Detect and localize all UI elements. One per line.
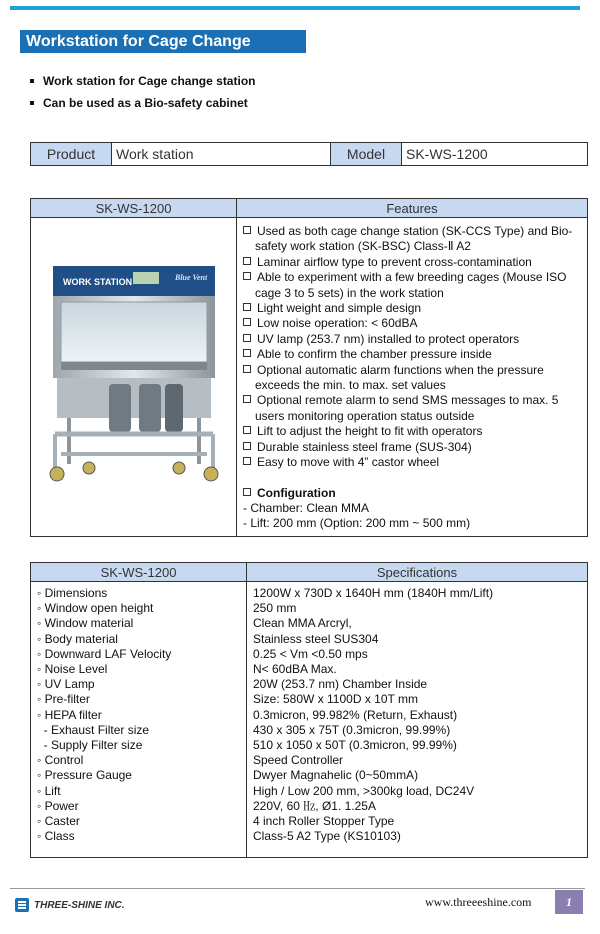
feature-text: Used as both cage change station (SK-CCS Type) and Bio-safety work station (SK-BSC) Class-Ⅱ A2	[255, 224, 573, 254]
checkbox-square-icon	[243, 395, 251, 403]
website-url: www.threeeshine.com	[425, 895, 532, 909]
feature-item	[243, 363, 581, 394]
spec-label: ◦ Power	[37, 798, 79, 813]
spec-labels-cell	[31, 582, 247, 858]
spec-label: - Supply Filter size	[37, 738, 143, 753]
feature-item	[243, 255, 581, 270]
specifications-table	[30, 562, 588, 858]
bullet-text: Work station for Cage change station	[43, 74, 256, 88]
features-cell	[237, 218, 588, 537]
feature-text: Able to confirm the chamber pressure inside	[257, 347, 492, 362]
spec-value: Dwyer Magnahelic (0~50mmA)	[253, 768, 419, 783]
feature-text: Optional remote alarm to send SMS messages to max. 5 users monitoring operation status outside	[255, 393, 559, 423]
spec-label: ◦ Pressure Gauge	[37, 768, 132, 783]
spec-value: Speed Controller	[253, 753, 344, 768]
spec-label: ◦ UV Lamp	[37, 677, 95, 692]
spec-value: 510 x 1050 x 50T (0.3micron, 99.99%)	[253, 738, 457, 753]
spec-value: 0.25 < Vm <0.50 mps	[253, 646, 368, 661]
feature-item	[243, 440, 581, 455]
checkbox-square-icon	[243, 349, 251, 357]
spec-value: Clean MMA Arcryl,	[253, 616, 352, 631]
feature-item	[243, 301, 581, 316]
feature-text: Durable stainless steel frame (SUS-304)	[257, 439, 472, 454]
model-value: SK-WS-1200	[402, 143, 588, 166]
product-label: Product	[31, 143, 112, 166]
checkbox-square-icon	[243, 334, 251, 342]
checkbox-square-icon	[243, 426, 251, 434]
spec-label: ◦ Body material	[37, 631, 118, 646]
features-list	[243, 224, 581, 471]
checkbox-square-icon	[243, 442, 251, 450]
top-accent-bar	[10, 6, 580, 10]
features-model-header: SK-WS-1200	[31, 199, 237, 218]
checkbox-square-icon	[243, 457, 251, 465]
features-header: Features	[237, 199, 588, 218]
intro-bullet-list	[30, 70, 255, 114]
feature-text: Laminar airflow type to prevent cross-contamination	[257, 254, 532, 269]
spec-label: ◦ Control	[37, 753, 84, 768]
checkbox-square-icon	[243, 272, 251, 280]
spec-value: 0.3micron, 99.982% (Return, Exhaust)	[253, 707, 458, 722]
spec-label: ◦ Downward LAF Velocity	[37, 646, 172, 661]
spec-value: Stainless steel SUS304	[253, 631, 379, 646]
product-value: Work station	[112, 143, 331, 166]
feature-text: Low noise operation: < 60dBA	[257, 316, 418, 331]
feature-item	[243, 270, 581, 301]
checkbox-square-icon	[243, 318, 251, 326]
features-table	[30, 198, 588, 537]
square-bullet-icon	[30, 79, 34, 83]
spec-values-cell	[247, 582, 588, 858]
company-logo	[14, 897, 125, 913]
specs-header: Specifications	[247, 563, 588, 582]
configuration-block	[243, 486, 581, 532]
checkbox-square-icon	[243, 303, 251, 311]
configuration-line: - Chamber: Clean MMA	[243, 500, 370, 515]
image-logo-text: Blue Vent	[174, 273, 207, 283]
feature-text: Optional automatic alarm functions when the pressure exceeds the min. to max. set values	[255, 362, 544, 393]
checkbox-square-icon	[243, 226, 251, 234]
checkbox-square-icon	[243, 488, 251, 496]
feature-text: UV lamp (253.7 nm) installed to protect operators	[257, 331, 520, 346]
footer-divider	[10, 888, 585, 889]
spec-label: ◦ HEPA filter	[37, 707, 102, 722]
image-brand-text: WORK STATION	[62, 277, 132, 288]
spec-label: ◦ Window material	[37, 616, 134, 631]
feature-item	[243, 455, 581, 470]
feature-text: Light weight and simple design	[257, 301, 422, 316]
spec-label: ◦ Caster	[37, 814, 80, 829]
spec-label: ◦ Window open height	[37, 601, 154, 616]
feature-item	[243, 424, 581, 439]
feature-item	[243, 347, 581, 362]
spec-label: ◦ Dimensions	[37, 586, 108, 600]
bullet-item	[30, 70, 255, 92]
spec-value: High / Low 200 mm, >300kg load, DC24V	[253, 783, 475, 798]
spec-value: 1200W x 730D x 1640H mm (1840H mm/Lift)	[253, 586, 494, 600]
spec-label: ◦ Pre-filter	[37, 692, 90, 707]
spec-value: Class-5 A2 Type (KS10103)	[253, 829, 401, 844]
spec-value: N< 60dBA Max.	[253, 662, 337, 677]
spec-value: 4 inch Roller Stopper Type	[253, 814, 395, 829]
feature-text: Able to experiment with a few breeding cages (Mouse ISO cage 3 to 5 sets) in the work station	[255, 270, 567, 300]
configuration-line: - Lift: 200 mm (Option: 200 mm ~ 500 mm)	[243, 516, 471, 531]
work-station-image	[49, 264, 219, 486]
page-number: 1	[555, 890, 583, 914]
feature-text: Lift to adjust the height to fit with operators	[257, 424, 483, 439]
configuration-title: Configuration	[257, 485, 336, 500]
bullet-text: Can be used as a Bio-safety cabinet	[43, 96, 248, 110]
spec-label: ◦ Class	[37, 829, 75, 844]
feature-item	[243, 393, 581, 424]
feature-item	[243, 316, 581, 331]
spec-value: 20W (253.7 nm) Chamber Inside	[253, 677, 428, 692]
spec-value: 430 x 305 x 75T (0.3micron, 99.99%)	[253, 722, 451, 737]
bullet-item	[30, 92, 255, 114]
spec-value: Size: 580W x 1100D x 10T mm	[253, 692, 418, 707]
feature-text: Easy to move with 4” castor wheel	[257, 455, 440, 470]
square-bullet-icon	[30, 101, 34, 105]
spec-value: 250 mm	[253, 601, 297, 616]
spec-label: ◦ Noise Level	[37, 662, 108, 677]
checkbox-square-icon	[243, 257, 251, 265]
spec-value: 220V, 60 ㎐, Ø1. 1.25A	[253, 798, 376, 813]
company-name: THREE-SHINE INC.	[34, 899, 125, 911]
page-title: Workstation for Cage Change	[20, 30, 306, 53]
feature-item	[243, 332, 581, 347]
spec-label: ◦ Lift	[37, 783, 61, 798]
specs-model-header: SK-WS-1200	[31, 563, 247, 582]
three-shine-logo-icon	[14, 897, 30, 913]
product-image-cell	[31, 218, 237, 537]
product-table	[30, 142, 588, 166]
checkbox-square-icon	[243, 365, 251, 373]
model-label: Model	[331, 143, 402, 166]
feature-item	[243, 224, 581, 255]
spec-label: - Exhaust Filter size	[37, 722, 150, 737]
